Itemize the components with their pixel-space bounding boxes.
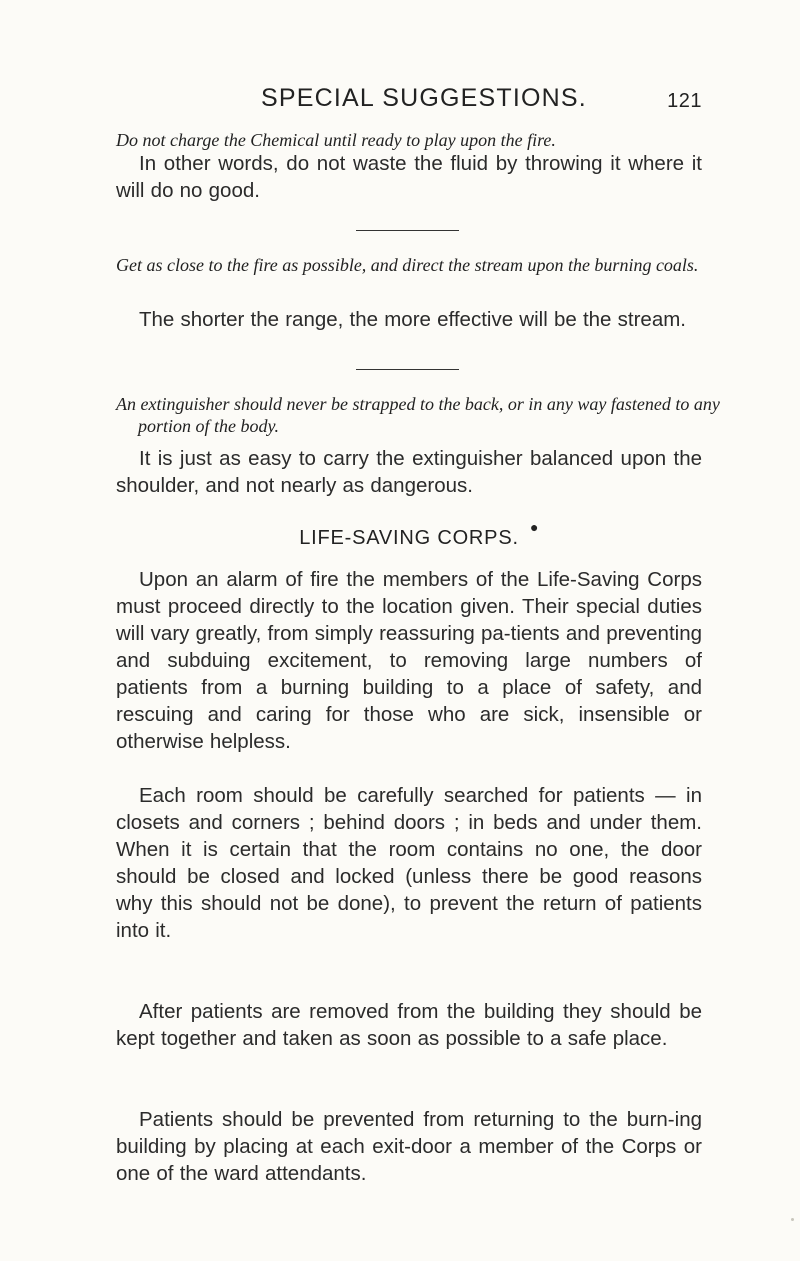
section-divider-2 <box>356 369 459 370</box>
body-paragraph-3: It is just as easy to carry the extinguisher balanced upon the shoulder, and not nearly as dangerous. <box>116 447 702 497</box>
body-paragraph-2: The shorter the range, the more effective will be the stream. <box>139 308 686 331</box>
italic-lead-1: Do not charge the Chemical until ready to play upon the fire. <box>116 130 556 150</box>
book-page <box>116 0 720 1261</box>
running-header <box>116 84 702 116</box>
body-paragraph-1: In other words, do not waste the fluid by throwing it where it will do no good. <box>116 152 702 202</box>
body-paragraph-7: Patients should be prevented from returning to the burn-ing building by placing at each exit-door a member of the Corps or one of the ward attendants. <box>116 1108 702 1185</box>
body-paragraph-5: Each room should be carefully searched for patients — in closets and corners ; behind doors ; in beds and under them. When it is certain that the room contains no one, the door should be closed and locked (unless there be good reasons why this should not be done), to prevent the return of patients into it. <box>116 784 702 942</box>
italic-lead-3: An extinguisher should never be strapped to the back, or in any way fastened to any portion of the body. <box>116 394 720 436</box>
section-divider-1 <box>356 230 459 231</box>
paper-speck <box>791 1218 794 1221</box>
body-paragraph-6: After patients are removed from the building they should be kept together and taken as soon as possible to a safe place. <box>116 1000 702 1050</box>
running-title: SPECIAL SUGGESTIONS. <box>261 84 587 112</box>
page-number: 121 <box>667 90 702 112</box>
section-heading: LIFE-SAVING CORPS. <box>299 527 519 549</box>
body-paragraph-4: Upon an alarm of fire the members of the Life-Saving Corps must proceed directly to the location given. Their special duties will vary greatly, from simply reassuring pa-tients and preventing and subduing excitement, to removing large numbers of patients from a burning building to a place of safety, and rescuing and caring for those who are sick, insensible or otherwise helpless. <box>116 568 702 753</box>
italic-lead-2: Get as close to the fire as possible, and direct the stream upon the burning coals. <box>116 255 699 275</box>
bullet-mark-icon: ● <box>530 519 539 535</box>
